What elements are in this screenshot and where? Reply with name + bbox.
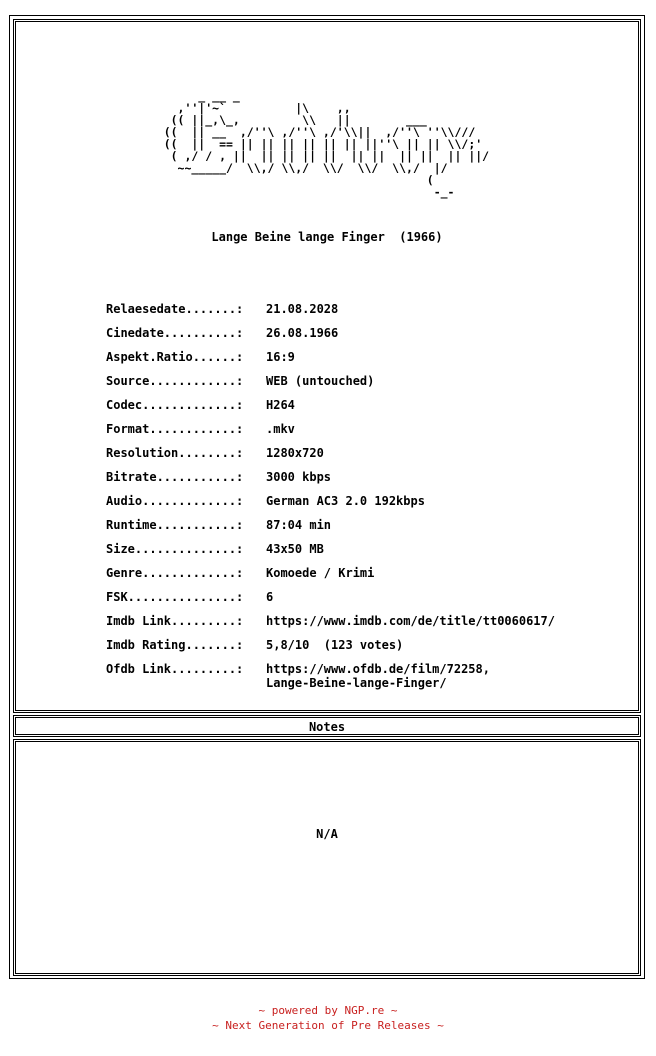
info-list [106,302,555,690]
footer-tagline: ~ Next Generation of Pre Releases ~ [212,1019,444,1032]
info-row-resolution: Resolution........: 1280x720 [106,446,324,460]
info-row-release-date: Relaesedate.......: 21.08.2028 [106,302,339,316]
release-info-panel [13,19,641,713]
footer-powered-by: ~ powered by NGP.re ~ [258,1004,398,1017]
nfo-frame [9,15,645,979]
ascii-logo: _ __ _ ,''|'~` |\ ,, (( ||_,\_, \\ || ___ (( || __ ,/''\ ,/''\ ,/'\\|| ,/''\ ''\\/// (( || == || || || || || || ||''\ || || \\/;' ( ,/ / , || || || || || || || || || || ||/ ~~_____/ \\,/ \\,/ \\/ \\/ \\,/ |/ ( -_- [163,89,490,199]
notes-panel [13,739,641,976]
info-row-cinedate: Cinedate..........: 26.08.1966 [106,326,339,340]
info-row-aspect-ratio: Aspekt.Ratio......: 16:9 [106,350,295,364]
notes-title: Notes [308,720,346,734]
footer [0,1003,656,1033]
info-row-format: Format............: .mkv [106,422,295,436]
info-row-fsk: FSK...............: 6 [106,590,274,604]
info-row-size: Size..............: 43x50 MB [106,542,324,556]
info-row-imdb-rating: Imdb Rating.......: 5,8/10 (123 votes) [106,638,404,652]
info-row-audio: Audio.............: German AC3 2.0 192kbps [106,494,425,508]
info-row-ofdb-link: Ofdb Link.........: https://www.ofdb.de/film/72258, Lange-Beine-lange-Finger/ [106,662,490,690]
info-row-genre: Genre.............: Komoede / Krimi [106,566,375,580]
info-row-bitrate: Bitrate...........: 3000 kbps [106,470,332,484]
info-row-source: Source............: WEB (untouched) [106,374,375,388]
release-title: Lange Beine lange Finger (1966) [211,230,443,244]
info-row-runtime: Runtime...........: 87:04 min [106,518,332,532]
notes-body: N/A [316,827,338,841]
info-row-codec: Codec.............: H264 [106,398,295,412]
info-row-imdb-link: Imdb Link.........: https://www.imdb.com/de/title/tt0060617/ [106,614,555,628]
notes-header [13,715,641,737]
